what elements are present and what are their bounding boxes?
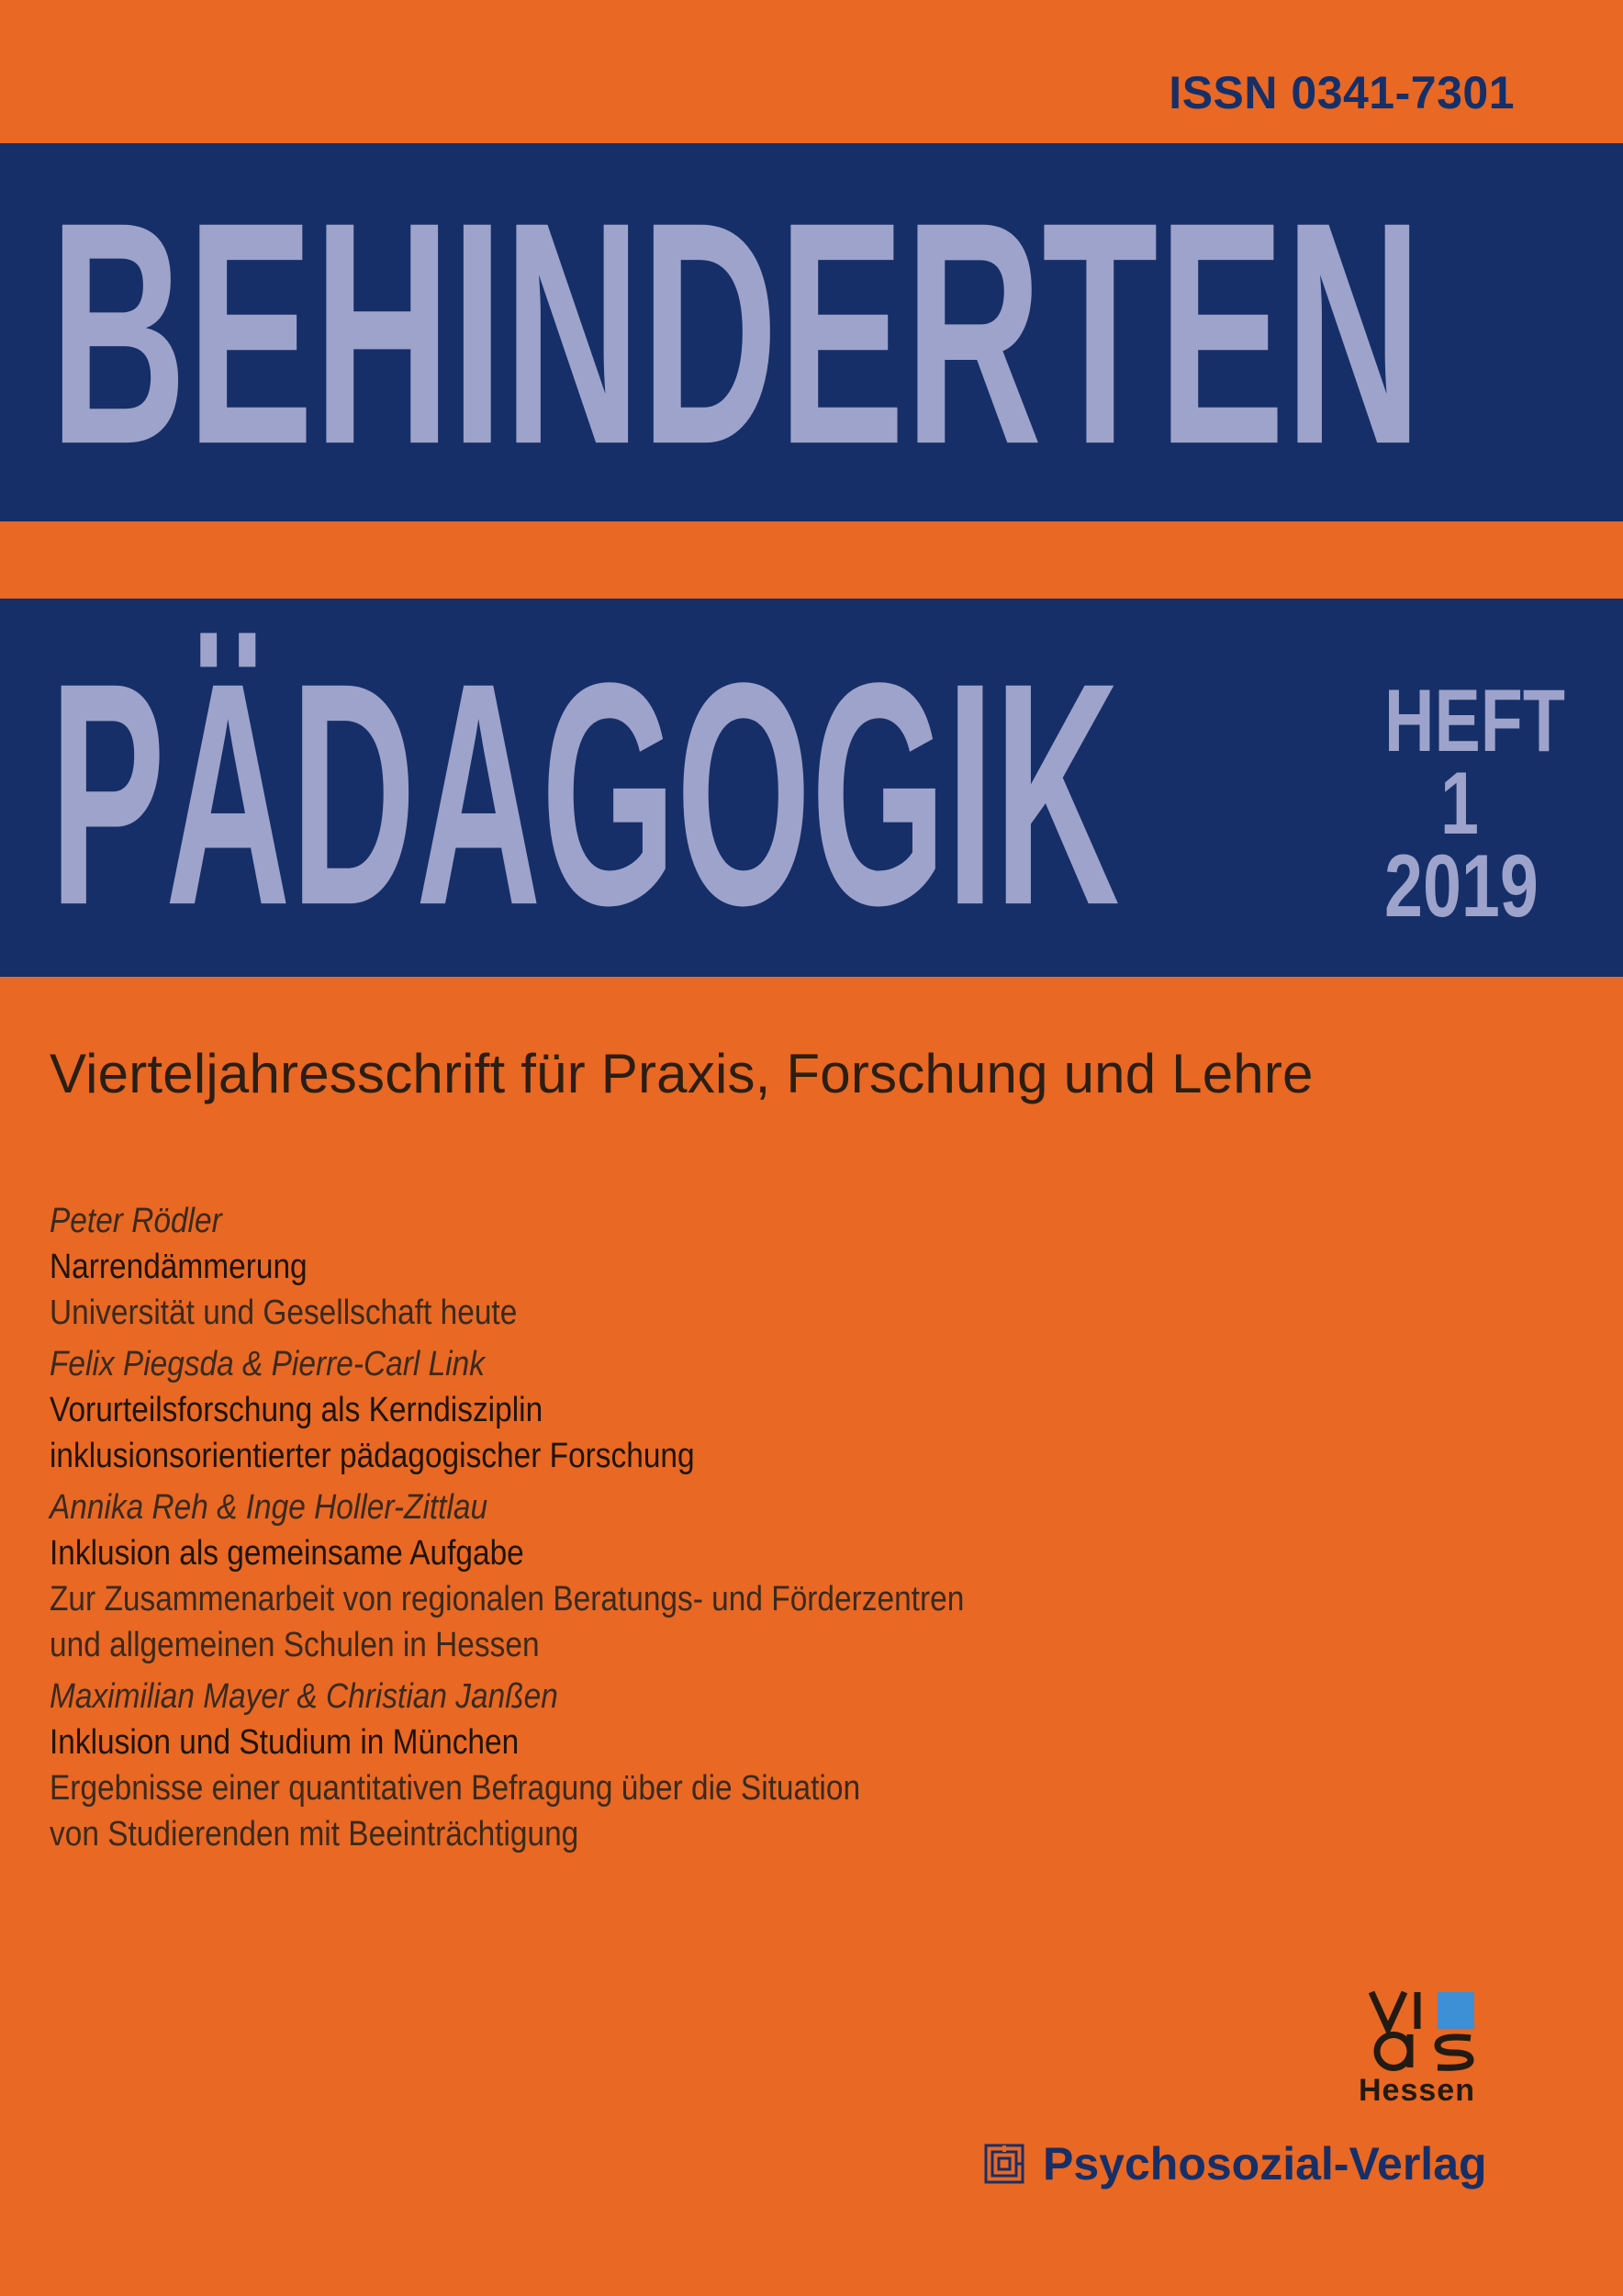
issn: ISSN 0341-7301 — [1169, 67, 1515, 118]
issue-block — [1368, 671, 1565, 935]
publisher — [984, 2137, 1487, 2190]
article — [50, 1341, 1151, 1479]
article-author: Maximilian Mayer & Christian Janßen — [50, 1677, 558, 1716]
issue-number: 1 — [1440, 754, 1479, 853]
journal-title-line1: BEHINDERTEN — [50, 155, 1423, 510]
article-subtitle: Ergebnisse einer quantitativen Befragung über die Situation — [50, 1769, 861, 1808]
article-subtitle: Zur Zusammenarbeit von regionalen Beratungs- und Förderzentren — [50, 1580, 965, 1618]
article — [50, 1198, 1151, 1336]
issue-year: 2019 — [1384, 836, 1539, 935]
article-subtitle: Universität und Gesellschaft heute — [50, 1294, 518, 1332]
issue-label: HEFT — [1384, 671, 1565, 770]
vds-s-mark — [1438, 2037, 1471, 2067]
labyrinth-icon — [984, 2144, 1024, 2184]
article-title: Inklusion als gemeinsame Aufgabe — [50, 1534, 524, 1573]
vds-d-mark — [1377, 2034, 1410, 2068]
article-author: Annika Reh & Inge Holler-Zittlau — [50, 1488, 488, 1527]
journal-subtitle: Vierteljahresschrift für Praxis, Forschung und Lehre — [50, 1043, 1314, 1104]
vds-blue-square — [1438, 1992, 1474, 2029]
article-author: Peter Rödler — [50, 1202, 222, 1240]
article-title: Inklusion und Studium in München — [50, 1723, 520, 1762]
vds-logo-text: Hessen — [1359, 2073, 1475, 2108]
article-title: Vorurteilsforschung als Kerndisziplin — [50, 1391, 543, 1429]
article-list — [50, 1198, 1151, 1863]
article-subtitle: von Studierenden mit Beeinträchtigung — [50, 1815, 579, 1854]
article — [50, 1674, 1151, 1857]
article-author: Felix Piegsda & Pierre-Carl Link — [50, 1345, 485, 1383]
article-subtitle: und allgemeinen Schulen in Hessen — [50, 1626, 540, 1664]
article-title: Narrendämmerung — [50, 1248, 308, 1286]
article-title: inklusionsorientierter pädagogischer Forschung — [50, 1437, 695, 1475]
journal-title-line2: PÄDAGOGIK — [50, 616, 1120, 971]
article — [50, 1484, 1151, 1668]
vds-v-mark — [1371, 1992, 1405, 2029]
publisher-name: Psychosozial-Verlag — [1043, 2138, 1487, 2190]
